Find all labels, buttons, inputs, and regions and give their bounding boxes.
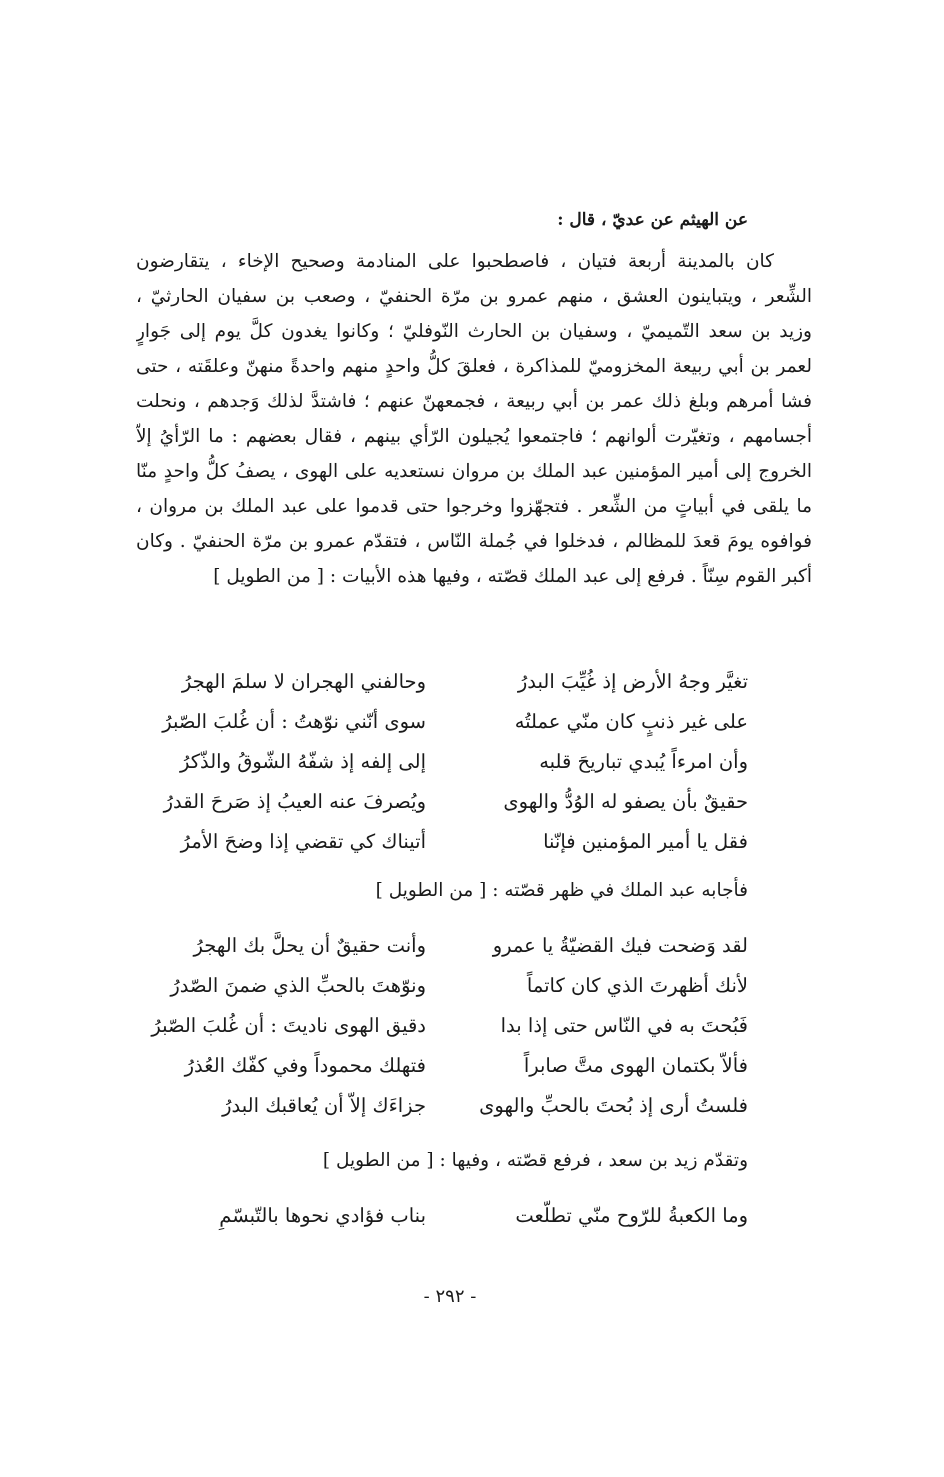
prose-line: فشا أمرهم وبلغ ذلك عمر بن أبي ربيعة ، فجمعهنّ عنهم ؛ فاشتدَّ لذلك وَجدهم ، ونحلت [136, 391, 812, 412]
chapter-header: عن الهيثم عن عديّ ، قال : [557, 210, 748, 230]
verse-first-hemistich: وأن امرءاً يُبدي تباريحَ قلبه [539, 750, 748, 773]
verse-first-hemistich: فلستُ أرى إذ بُحتَ بالحبِّ والهوى [479, 1094, 748, 1117]
poem-two [0, 926, 944, 1126]
prose-paragraph [136, 244, 812, 594]
verse-line [0, 662, 944, 702]
verse-first-hemistich: لأنك أظهرتَ الذي كان كاتماً [526, 974, 748, 997]
verse-line [0, 1196, 944, 1236]
verse-line [0, 782, 944, 822]
verse-line [0, 1086, 944, 1126]
verse-line [0, 966, 944, 1006]
verse-second-hemistich: أتيناك كي تقضي إذا وضحَ الأمرُ [180, 830, 426, 853]
verse-second-hemistich: وحالفني الهجران لا سلمَ الهجرُ [181, 670, 426, 693]
verse-first-hemistich: لقد وَضحت فيك القضيّةُ يا عمرو [492, 934, 748, 957]
verse-second-hemistich: فتهلك محموداً وفي كفّك العُذرُ [184, 1054, 426, 1077]
prose-line: الخروج إلى أمير المؤمنين عبد الملك بن مروان نستعديه على الهوى ، يصفُ كلُّ واحدٍ منّا [136, 461, 812, 482]
poem-two-intro: فأجابه عبد الملك في ظهر قصّته : [ من الطويل ] [375, 880, 748, 901]
verse-second-hemistich: بناب فؤادي نحوها بالتّبسّمِ [219, 1204, 426, 1227]
verse-line [0, 702, 944, 742]
prose-line: كان بالمدينة أربعة فتيان ، فاصطحبوا على المنادمة وصحيح الإخاء ، يتقارضون [136, 251, 774, 272]
page-number: - ٢٩٢ - [423, 1286, 477, 1307]
verse-first-hemistich: وما الكعبةُ للرّوح منّي تطلّعت [515, 1204, 748, 1227]
verse-first-hemistich: على غير ذنبٍ كان منّي عملتُه [514, 710, 748, 733]
verse-second-hemistich: دقيق الهوى ناديتَ : أن غُلبَ الصّبرُ [151, 1014, 426, 1037]
poem-three-intro: وتقدّم زيد بن سعد ، فرفع قصّته ، وفيها : [ من الطويل ] [322, 1150, 748, 1171]
verse-second-hemistich: ويُصرفَ عنه العيبُ إذ صَرحَ القدرُ [163, 790, 426, 813]
prose-line: الشِّعر ، ويتباينون العشق ، منهم عمرو بن مرّة الحنفيّ ، وصعب بن سفيان الحارثيّ ، [136, 286, 812, 307]
verse-second-hemistich: ونوّهتَ بالحبِّ الذي ضمنَ الصّدرُ [170, 974, 426, 997]
verse-line [0, 742, 944, 782]
prose-line: لعمر بن أبي ربيعة المخزوميّ للمذاكرة ، فعلقَ كلُّ واحدٍ منهم واحدةً منهنّ وعلقَته ، حتى [136, 356, 812, 377]
prose-line: أكبر القوم سِنّاً . فرفع إلى عبد الملك قصّته ، وفيها هذه الأبيات : [ من الطويل ] [213, 566, 812, 587]
verse-first-hemistich: فألاّ بكتمان الهوى متَّ صابراً [523, 1054, 748, 1077]
verse-first-hemistich: تغيَّر وجهُ الأرض إذ غُيِّبَ البدرُ [517, 670, 748, 693]
verse-second-hemistich: إلى إلفه إذ شفّهُ الشّوقُ والذّكرُ [179, 750, 426, 773]
prose-line: فوافوه يومَ قعدَ للمظالم ، فدخلوا في جُملة النّاس ، فتقدّم عمرو بن مرّة الحنفيّ . وكان [136, 531, 812, 552]
verse-second-hemistich: سوى أنّني نوّهتُ : أن غُلبَ الصّبرُ [162, 710, 426, 733]
poem-one [0, 662, 944, 862]
prose-line: أجسامهم ، وتغيّرت ألوانهم ؛ فاجتمعوا يُجيلون الرّأي بينهم ، فقال بعضهم : ما الرّأيُ إلاّ [136, 426, 812, 447]
prose-line: ما يلقى في أبياتٍ من الشِّعر . فتجهّزوا وخرجوا حتى قدموا على عبد الملك بن مروان ، [136, 496, 812, 517]
verse-line [0, 822, 944, 862]
verse-second-hemistich: وأنت حقيقٌ أن يحلَّ بك الهجرُ [193, 934, 426, 957]
verse-first-hemistich: فقل يا أمير المؤمنين فإنّنا [543, 830, 748, 853]
poem-three [0, 1196, 944, 1236]
verse-second-hemistich: جزاءَك إلاّ أن يُعاقبك البدرُ [222, 1094, 426, 1117]
verse-first-hemistich: حقيقٌ بأن يصفو له الوُدُّ والهوى [503, 790, 748, 813]
verse-first-hemistich: فَبُحتَ به في النّاس حتى إذا بدا [500, 1014, 748, 1037]
verse-line [0, 926, 944, 966]
prose-line: وزيد بن سعد التّميميّ ، وسفيان بن الحارث النّوفليّ ؛ وكانوا يغدون كلَّ يوم إلى جَوارٍ [136, 321, 812, 342]
verse-line [0, 1046, 944, 1086]
verse-line [0, 1006, 944, 1046]
